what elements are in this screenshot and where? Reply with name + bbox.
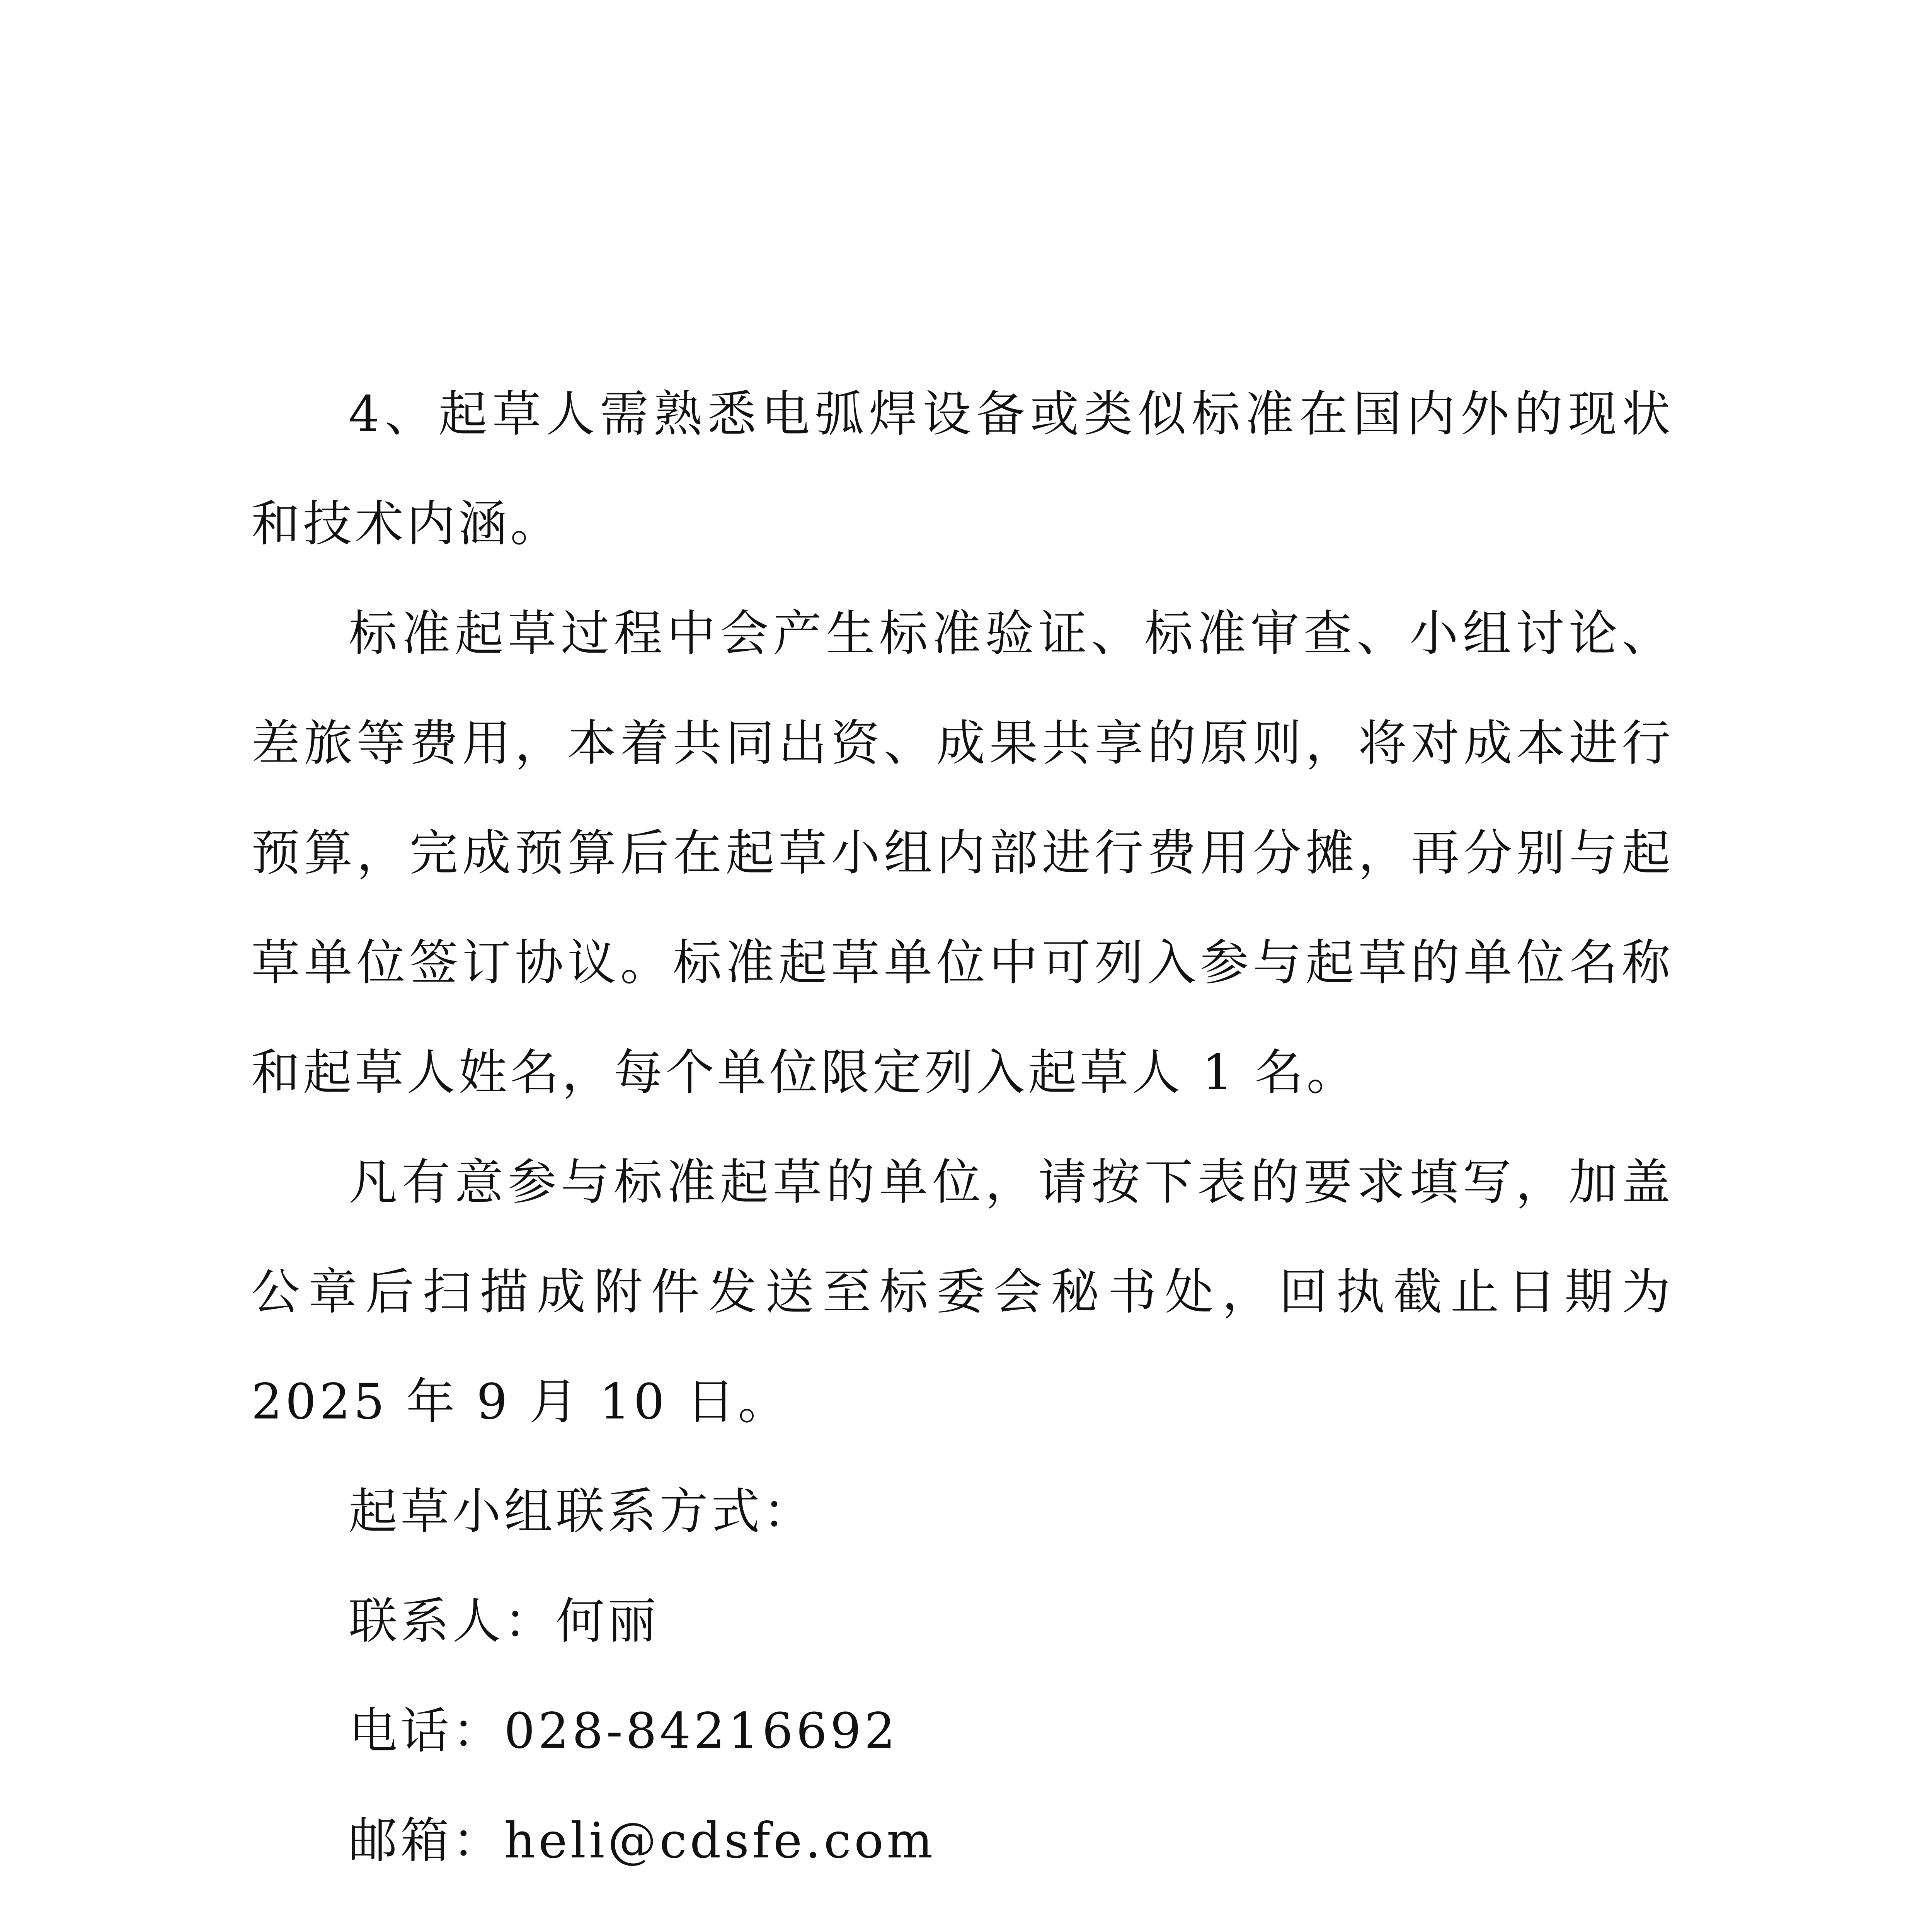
blank-line [251, 1896, 1674, 1932]
document-body [251, 359, 1674, 1932]
contact-phone: 电话：028-84216692 [349, 1702, 899, 1759]
reply-paragraph: 凡有意参与标准起草的单位，请按下表的要求填写，加盖公章后扫描成附件发送至标委会秘书处，回执截止日期为 2025 年 9 月 10 日。 [251, 1154, 1674, 1430]
contact-email: 邮箱：heli@cdsfe.com [349, 1812, 936, 1869]
item-4-paragraph: 4、起草人需熟悉电弧焊设备或类似标准在国内外的现状和技术内涵。 [251, 386, 1674, 552]
contact-heading: 起草小组联系方式： [349, 1483, 815, 1540]
cost-paragraph: 标准起草过程中会产生标准验证、标准审查、小组讨论、差旅等费用，本着共同出资、成果共享的原则，将对成本进行预算，完成预算后在起草小组内部进行费用分摊，再分别与起草单位签订协议。标准起草单位中可列入参与起草的单位名称和起草人姓名，每个单位限定列入起草人 1 名。 [251, 605, 1674, 1101]
contact-person: 联系人：何丽 [349, 1593, 659, 1650]
